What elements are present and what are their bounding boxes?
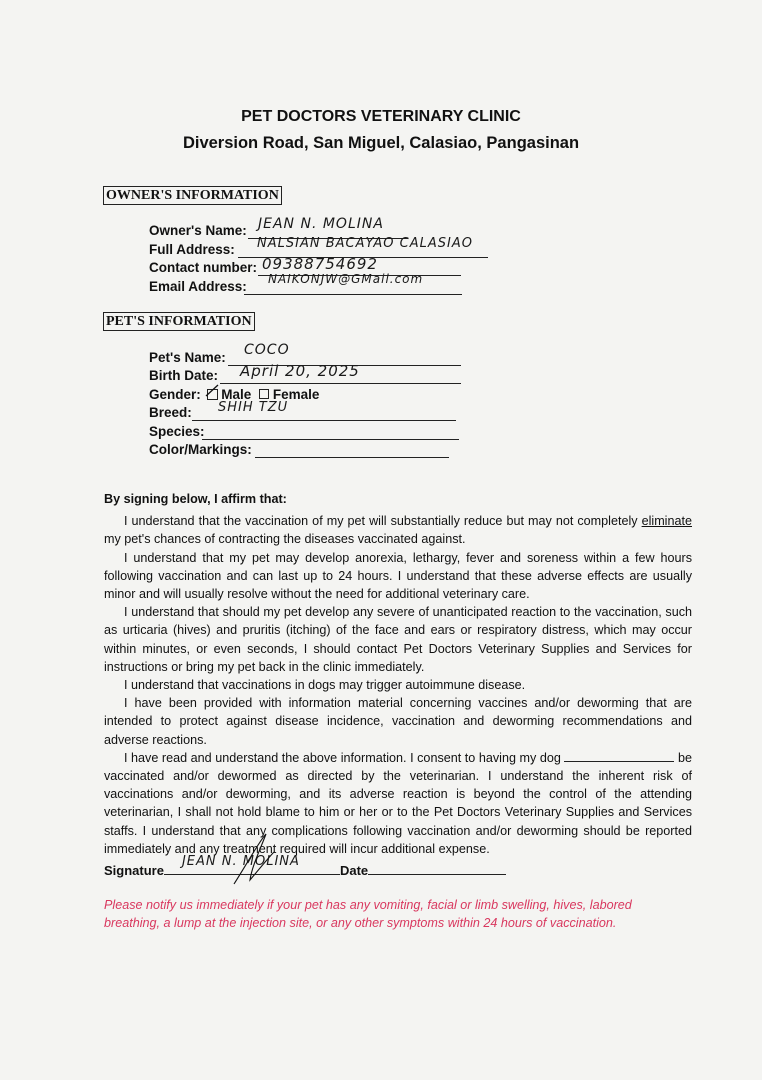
signature-row — [104, 854, 506, 878]
female-label: Female — [272, 387, 320, 402]
gender-label: Gender: — [149, 387, 201, 402]
consent-paragraph-3: I understand that should my pet develop any severe of unanticipated reaction to the vaccination, such as urticaria (hives) and pruritis (itching) of the face and ears or respiratory distress, which may occur within minutes, or even seconds, I should contact Pet Doctors Veterinary Supplies and Services for instructions or bring my pet back in the clinic immediately. — [104, 605, 692, 674]
species-line — [202, 423, 459, 440]
contact-number-value: 09388754692 — [262, 255, 378, 273]
owner-section-title: OWNER'S INFORMATION — [103, 186, 282, 205]
owner-name-label: Owner's Name: — [149, 223, 247, 238]
signature-line[interactable] — [164, 854, 340, 875]
male-label: Male — [221, 387, 252, 402]
pet-name-label: Pet's Name: — [149, 350, 226, 365]
birth-date-label: Birth Date: — [149, 368, 219, 383]
signature-scribble-icon — [230, 832, 290, 888]
signature-label: Signature — [104, 863, 164, 878]
breed-value: SHIH TZU — [218, 400, 289, 415]
pet-section-title: PET'S INFORMATION — [103, 312, 255, 331]
consent-paragraph-6: I have read and understand the above information. I consent to having my dog be vaccinated and/or dewormed as directed by the veterinarian. I understand the inherent risk of vaccinations and/or deworming, and its adverse reaction is beyond the control of the attending veterinarian, I shall not hold blame to him or her or to the Pet Doctors Veterinary Supplies and Services staffs. I understand that any complications following vaccination and/or deworming should be reported immediately and any treatment required will incur additional expense. — [104, 750, 692, 856]
date-label: Date — [339, 863, 369, 878]
email-address-label: Email Address: — [149, 279, 247, 294]
breed-label: Breed: — [149, 405, 192, 420]
clinic-name: PET DOCTORS VETERINARY CLINIC — [241, 108, 521, 125]
consent-paragraph-1: I understand that the vaccination of my pet will substantially reduce but may not completely eliminate my pet's chances of contracting the diseases vaccinated against. — [104, 514, 692, 547]
contact-number-label: Contact number: — [149, 260, 257, 275]
dog-name-blank[interactable] — [564, 749, 674, 762]
pet-name-value: COCO — [244, 342, 290, 358]
female-checkbox[interactable] — [259, 389, 269, 399]
male-checkbox[interactable] — [207, 389, 218, 400]
consent-lead: By signing below, I affirm that: — [104, 492, 287, 506]
full-address-value: NALSIAN BACAYAO CALASIAO — [257, 236, 473, 251]
consent-paragraph-2: I understand that my pet may develop anorexia, lethargy, fever and soreness within a few hours following vaccination and can last up to 24 hours. I understand that these adverse effects are usually minor and will usually resolve without the need for additional veterinary care. — [104, 550, 692, 602]
checkmark-icon — [204, 384, 220, 400]
date-line[interactable] — [368, 862, 506, 875]
clinic-address: Diversion Road, San Miguel, Calasiao, Pangasinan — [182, 134, 580, 152]
aftercare-notice: Please notify us immediately if your pet has any vomiting, facial or limb swelling, hives, labored breathing, a lump at the injection site, or any other symptoms within 24 hours of vaccination. — [104, 898, 632, 930]
birth-date-value: April 20, 2025 — [240, 362, 360, 380]
species-label: Species: — [149, 424, 205, 439]
consent-text — [104, 490, 692, 858]
signature-value: JEAN N. MOLINA — [181, 854, 300, 869]
full-address-label: Full Address: — [149, 242, 235, 257]
color-markings-label: Color/Markings: — [149, 442, 252, 457]
consent-paragraph-4: I understand that vaccinations in dogs may trigger autoimmune disease. — [124, 678, 526, 693]
color-markings-line — [255, 441, 449, 458]
owner-name-value: JEAN N. MOLINA — [258, 216, 384, 232]
consent-paragraph-5: I have been provided with information material concerning vaccines and/or deworming that are intended to protect against disease incidence, vaccination and deworming recommendations and adverse reactions. — [104, 696, 692, 747]
email-address-value: NAIKONJW@GMail.com — [268, 272, 424, 286]
